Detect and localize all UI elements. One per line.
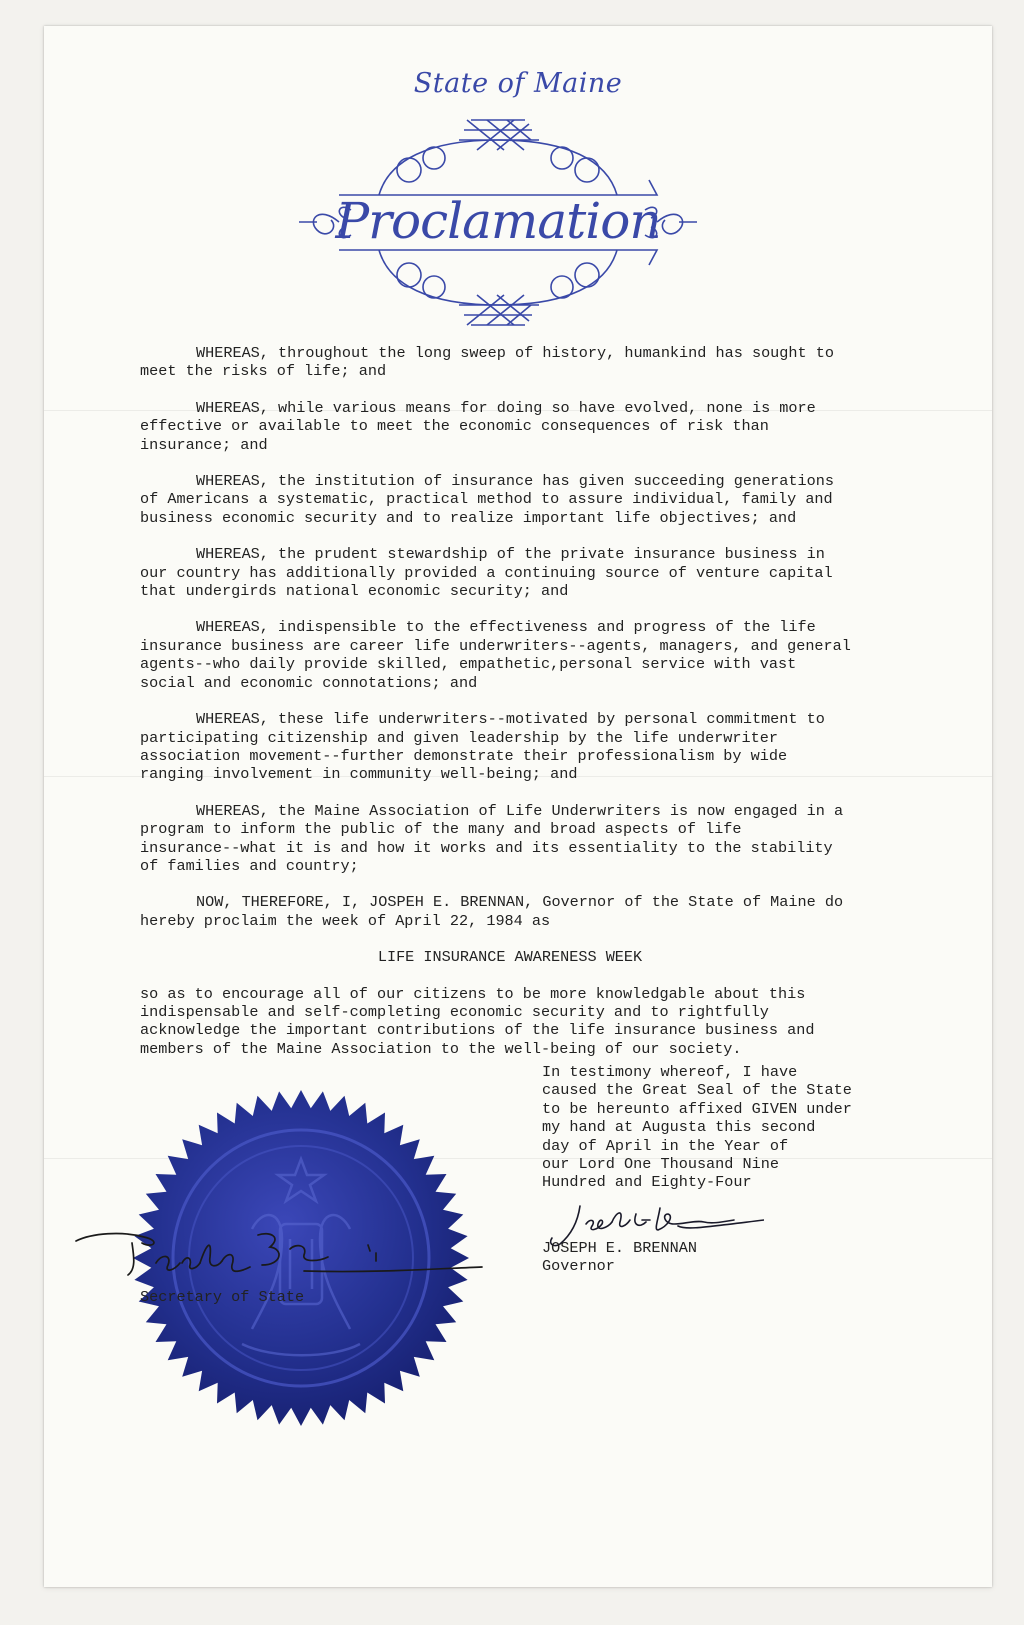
- state-title: State of Maine: [413, 68, 623, 99]
- whereas-paragraph: WHEREAS, these life underwriters--motivated by personal commitment to participating citizenship and given leadership by the life underwriter association movement--further demonstrate their professionalism by wide ranging involvement in community well-being; and: [140, 710, 825, 784]
- week-title: LIFE INSURANCE AWARENESS WEEK: [377, 948, 643, 967]
- therefore-paragraph: NOW, THEREFORE, I, JOSPEH E. BRENNAN, Governor of the State of Maine do hereby proclaim the week of April 22, 1984 as: [140, 893, 844, 930]
- whereas-paragraph: WHEREAS, the prudent stewardship of the private insurance business in our country has additionally provided a continuing source of venture capital that undergirds national economic security; and: [140, 545, 833, 601]
- testimony-block: In testimony whereof, I have caused the Great Seal of the State to be hereunto affixed GIVEN under my hand at Augusta this second day of April in the Year of our Lord One Thousand Nine Hundred and Eighty-Four: [542, 1063, 852, 1192]
- whereas-paragraph: WHEREAS, the Maine Association of Life Underwriters is now engaged in a program to inform the public of the many and broad aspects of life insurance--what it is and how it works and its essentiality to the stability of families and country;: [140, 801, 844, 875]
- governor-block: [542, 1239, 697, 1276]
- closing-paragraph: so as to encourage all of our citizens to be more knowledgable about this indispensable and self-completing economic security and to rightfully acknowledge the important contributions of the life insurance business and members of the Maine Association to the well-being of our society.: [140, 984, 815, 1058]
- proclamation-document: [44, 26, 992, 1587]
- whereas-paragraph: WHEREAS, throughout the long sweep of history, humankind has sought to meet the risks of life; and: [140, 344, 834, 381]
- whereas-paragraph: WHEREAS, while various means for doing so have evolved, none is more effective or available to meet the economic consequences of risk than insurance; and: [140, 398, 816, 454]
- proclamation-body: [140, 344, 880, 1076]
- governor-name: JOSEPH E. BRENNAN: [542, 1239, 697, 1257]
- proclamation-crest: [299, 110, 697, 332]
- secretary-signature: [72, 1223, 492, 1288]
- governor-title: Governor: [542, 1257, 615, 1276]
- proclamation-title: Proclamation: [335, 192, 661, 250]
- secretary-title: Secretary of State: [140, 1288, 305, 1306]
- whereas-paragraph: WHEREAS, the institution of insurance has given succeeding generations of Americans a systematic, practical method to assure individual, family and business economic security and to realize important life objectives; and: [140, 472, 834, 527]
- whereas-paragraph: WHEREAS, indispensible to the effectiveness and progress of the life insurance business are career life underwriters--agents, managers, and general agents--who daily provide skilled, empathetic,personal service with vast social and economic connotations; and: [140, 618, 851, 692]
